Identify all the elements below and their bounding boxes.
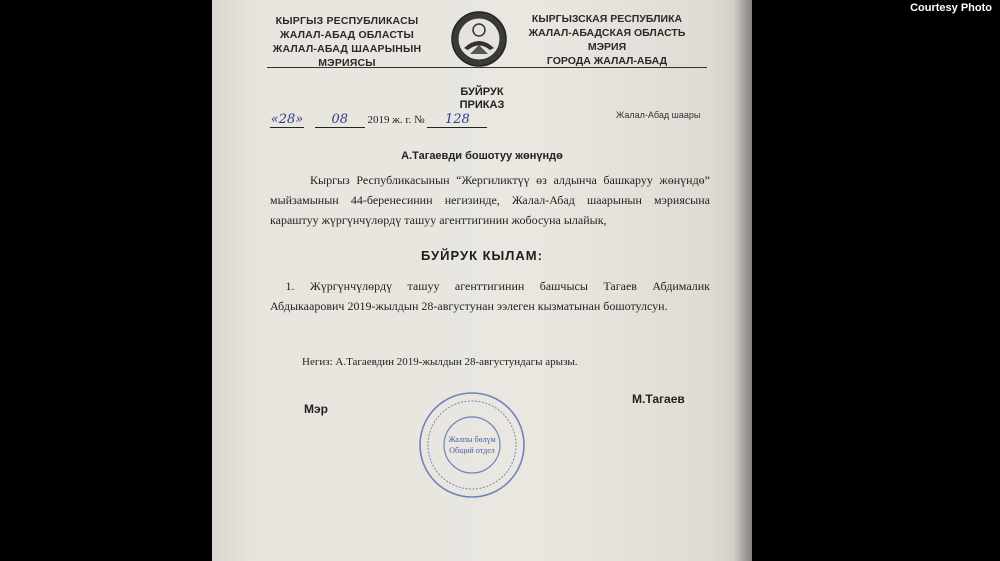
order-item	[270, 276, 710, 316]
header-right-line: ЖАЛАЛ-АБАДСКАЯ ОБЛАСТЬ	[528, 27, 686, 39]
date-month: 08	[315, 112, 365, 128]
order-subject: А.Тагаевди бошотуу жөнүндө	[401, 150, 563, 162]
header-right-line: ГОРОДА ЖАЛАЛ-АБАД	[546, 55, 668, 67]
header-left	[262, 14, 432, 70]
header-divider	[267, 67, 707, 68]
header-left-line: ЖАЛАЛ-АБАД ШААРЫНЫН	[272, 43, 422, 55]
date-line	[270, 112, 487, 128]
photo-credit: Courtesy Photo	[910, 2, 992, 14]
header-left-line: КЫРГЫЗ РЕСПУБЛИКАСЫ	[275, 15, 419, 27]
basis-text: Негиз: А.Тагаевдин 2019-жылдын 28-августундагы арызы.	[302, 356, 578, 368]
header-left-line: МЭРИЯСЫ	[318, 57, 376, 69]
stamp-line-1: Жалпы бөлүм	[448, 435, 496, 444]
document-title-ru: ПРИКАЗ	[459, 99, 505, 111]
signatory-name: М.Тагаев	[632, 392, 685, 406]
coat-of-arms-icon	[450, 10, 508, 68]
header-left-line: ЖАЛАЛ-АБАД ОБЛАСТЫ	[280, 29, 414, 41]
header-right-line: КЫРГЫЗСКАЯ РЕСПУБЛИКА	[531, 13, 683, 25]
official-stamp	[417, 390, 527, 500]
order-item-text: Жүргүнчүлөрдү ташуу агенттигинин башчысы Тагаев Абдималик Абдыкаарович 2019-жылдын 28-августунан ээлеген кызматынан бошотулсун.	[270, 279, 710, 313]
signature-title: Мэр	[304, 402, 328, 416]
header-right	[522, 12, 692, 68]
city-name: Жалал-Абад шаары	[616, 110, 701, 120]
preamble-text: Кыргыз Республикасынын “Жергиликтүү өз алдынча башкаруу жөнүндө” мыйзамынын 44-беренесинин негизинде, Жалал-Абад шаарынын мэриясына караштуу жүргүнчүлөрдү ташуу агенттигинин жобосуна ылайык,	[270, 173, 710, 227]
document-title-kg: БУЙРУК	[460, 86, 504, 98]
document-page	[212, 0, 752, 561]
date-year-text: 2019 ж. г. №	[367, 114, 425, 126]
order-item-number: 1.	[285, 279, 295, 293]
header-right-line: МЭРИЯ	[587, 41, 627, 53]
date-day: «28»	[270, 112, 304, 127]
order-number: 128	[427, 112, 487, 128]
order-heading: БУЙРУК КЫЛАМ:	[421, 248, 543, 263]
stamp-line-2: Общий отдел	[449, 446, 495, 455]
